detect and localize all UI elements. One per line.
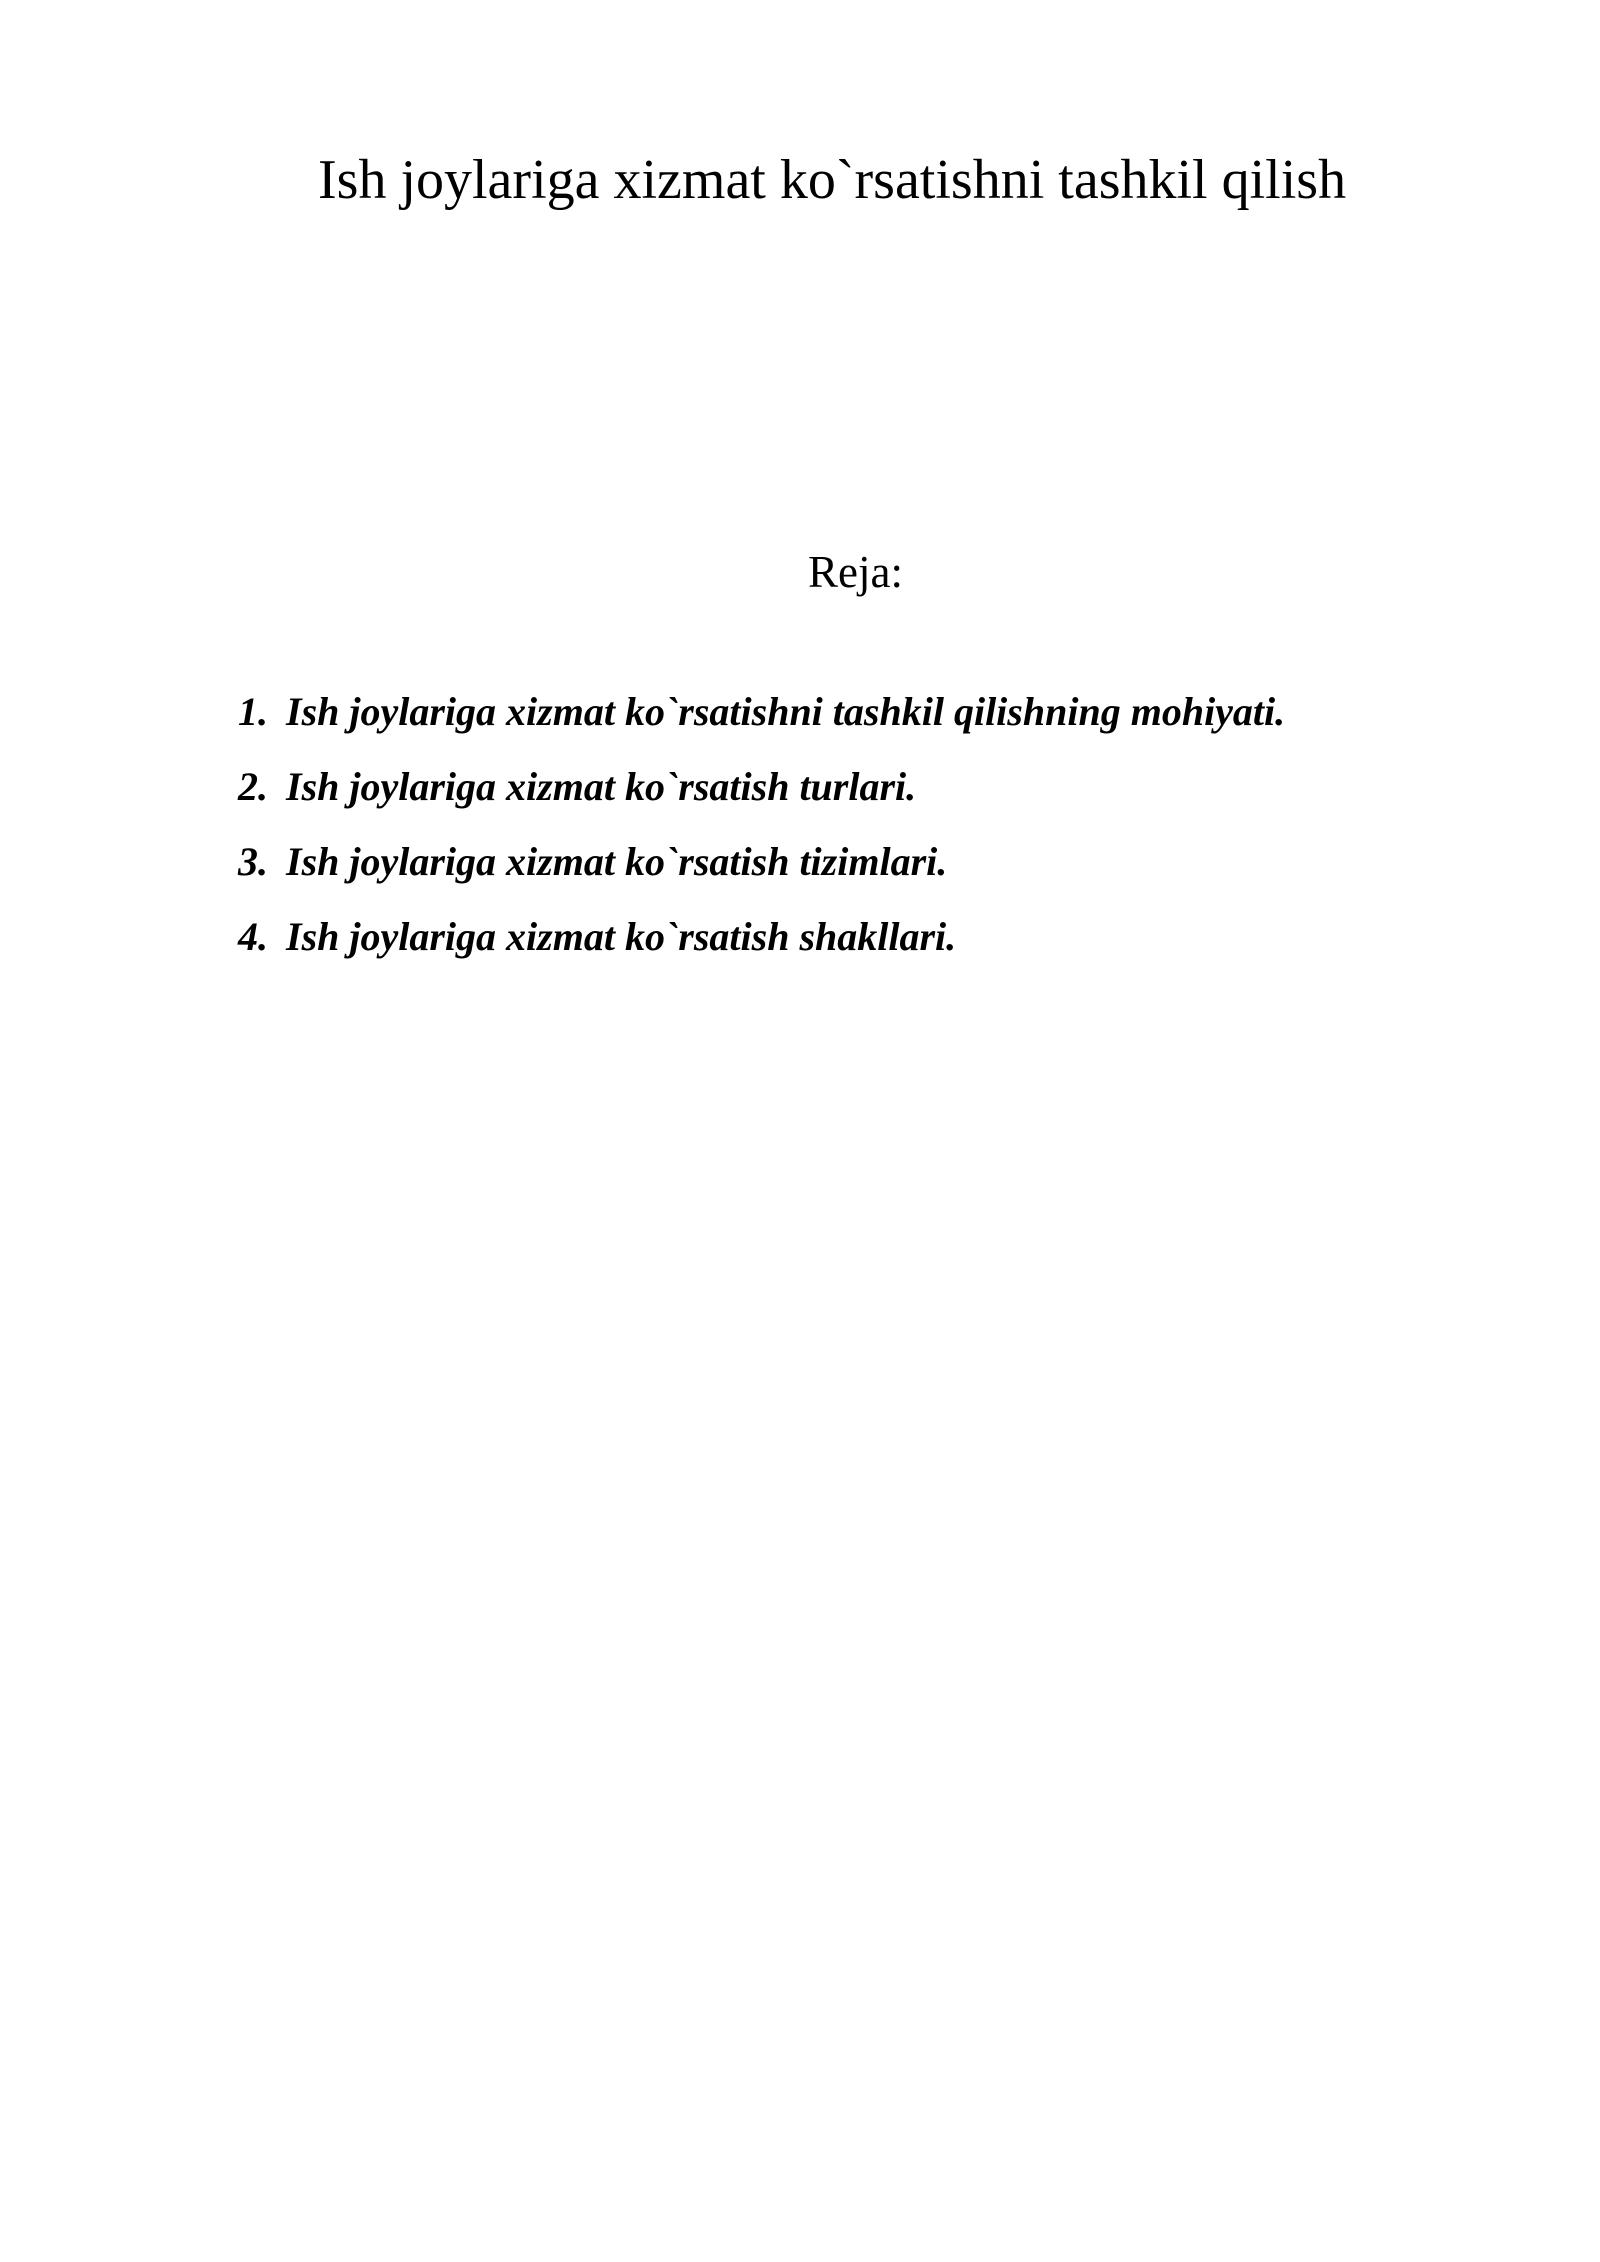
plan-item [238, 915, 1285, 990]
plan-item-text: Ish joylariga xizmat ko`rsatish shakllari. [286, 914, 957, 959]
plan-item-number: 3. [238, 839, 268, 884]
plan-item-text: Ish joylariga xizmat ko`rsatishni tashkil qilishning mohiyati. [286, 689, 1286, 734]
plan-item [238, 765, 1285, 840]
plan-item-text: Ish joylariga xizmat ko`rsatish tizimlari. [286, 839, 948, 884]
plan-item-number: 1. [238, 689, 268, 734]
plan-item-text: Ish joylariga xizmat ko`rsatish turlari. [286, 764, 917, 809]
plan-item [238, 690, 1285, 765]
plan-list [238, 690, 1285, 990]
plan-item-number: 4. [238, 914, 268, 959]
document-title: Ish joylariga xizmat ko`rsatishni tashkil qilish [318, 149, 1347, 211]
plan-item [238, 840, 1285, 915]
plan-heading: Reja: [808, 547, 903, 597]
plan-item-number: 2. [238, 764, 268, 809]
